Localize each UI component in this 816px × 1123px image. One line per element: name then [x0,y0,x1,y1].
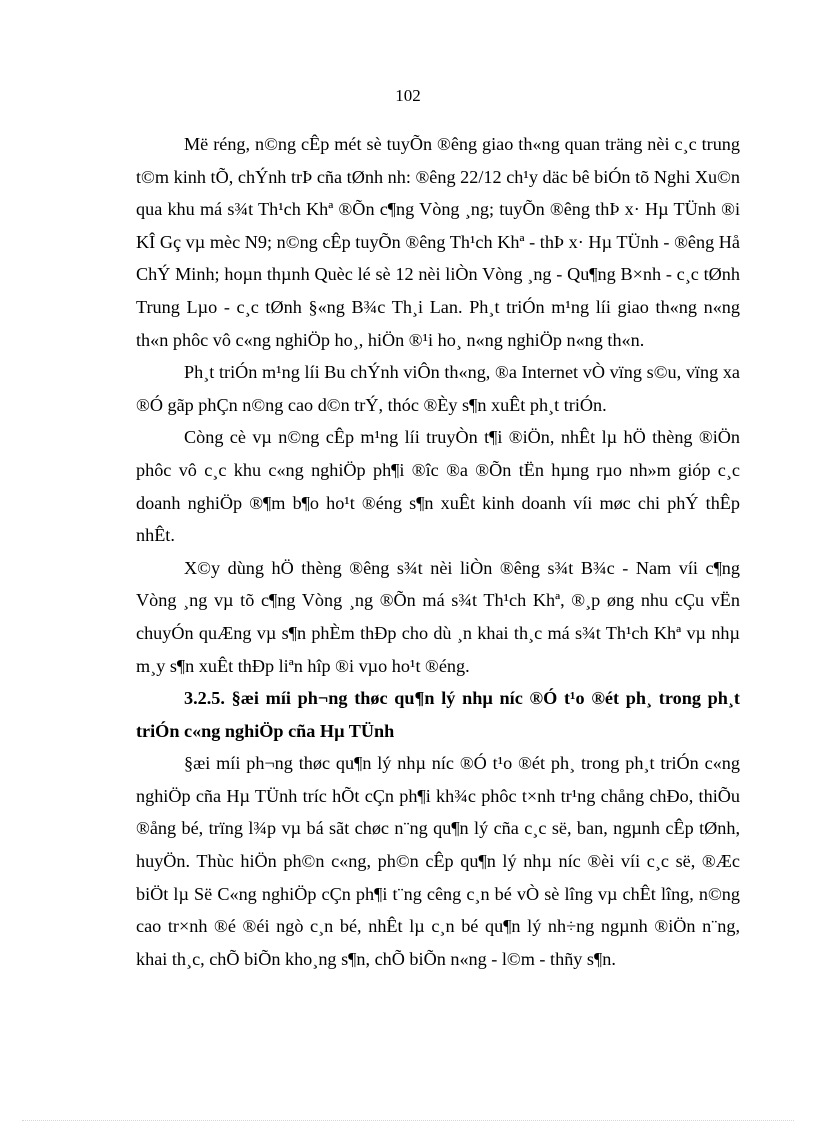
paragraph-road-upgrades: Më réng, n©ng cÊp mét sè tuyÕn ®êng giao th«ng quan träng nèi c¸c trung t©m kinh tÕ, chÝnh trÞ cña tØnh nh: ®êng 22/12 ch¹y däc bê biÓn tõ Nghi Xu©n qua khu má s¾t Th¹ch Khª ®Õn c¶ng Vòng ¸ng; tuyÕn ®êng thÞ x· Hµ TÜnh ®i KÎ Gç vµ mèc N9; n©ng cÊp tuyÕn ®êng Th¹ch Khª - thÞ x· Hµ TÜnh - ®êng Hå ChÝ Minh; hoµn thµnh Quèc lé sè 12 nèi liÒn Vòng ¸ng - Qu¶ng B×nh - c¸c tØnh Trung Lµo - c¸c tØnh §«ng B¾c Th¸i Lan. Ph¸t triÓn m¹ng líi giao th«ng n«ng th«n phôc vô c«ng nghiÖp ho¸, hiÖn ®¹i ho¸ n«ng nghiÖp n«ng th«n. [136,134,740,350]
paragraph-state-management: §æi míi ph¬ng thøc qu¶n lý nhµ níc ®Ó t¹o ®ét ph¸ trong ph¸t triÓn c«ng nghiÖp cña Hµ TÜnh tríc hÕt cÇn ph¶i kh¾c phôc t×nh tr¹ng chång chÐo, thiÕu ®ång bé, trïng l¾p vµ bá sãt chøc n¨ng qu¶n lý cña c¸c së, ban, ngµnh cÊp tØnh, huyÖn. Thùc hiÖn ph©n c«ng, ph©n cÊp qu¶n lý nhµ níc ®èi víi c¸c së, ®Æc biÖt lµ Së C«ng nghiÖp cÇn ph¶i t¨ng cêng c¸n bé vÒ sè lîng vµ chÊt lîng, n©ng cao tr×nh ®é ®éi ngò c¸n bé, nhÊt lµ c¸n bé qu¶n lý nh÷ng ngµnh ®iÖn n¨ng, khai th¸c, chÕ biÕn kho¸ng s¶n, chÕ biÕn n«ng - l©m - thñy s¶n. [136,753,740,969]
paragraph-railway: X©y dùng hÖ thèng ®êng s¾t nèi liÒn ®êng s¾t B¾c - Nam víi c¶ng Vòng ¸ng vµ tõ c¶ng Vòng ¸ng ®Õn má s¾t Th¹ch Khª, ®¸p øng nhu cÇu vËn chuyÓn quÆng vµ s¶n phÈm thÐp cho dù ¸n khai th¸c má s¾t Th¹ch Khª vµ nhµ m¸y s¶n xuÊt thÐp liªn hîp ®i vµo ho¹t ®éng. [136,557,740,676]
paragraph-power-grid: Còng cè vµ n©ng cÊp m¹ng líi truyÒn t¶i ®iÖn, nhÊt lµ hÖ thèng ®iÖn phôc vô c¸c khu c«ng nghiÖp ph¶i ®îc ®a ®Õn tËn hµng rµo nh»m gióp c¸c doanh nghiÖp ®¶m b¶o ho¹t ®éng s¶n xuÊt kinh doanh víi møc chi phÝ thÊp nhÊt. [136,427,740,546]
page-bottom-divider [22,1120,794,1121]
section-heading: 3.2.5. §æi míi ph¬ng thøc qu¶n lý nhµ níc ®Ó t¹o ®ét ph¸ trong ph¸t triÓn c«ng nghiÖp cña Hµ TÜnh [136,688,740,741]
document-body [136,128,740,975]
paragraph-telecom: Ph¸t triÓn m¹ng líi Bu chÝnh viÔn th«ng, ®a Internet vÒ vïng s©u, vïng xa ®Ó gãp phÇn n©ng cao d©n trÝ, thóc ®Èy s¶n xuÊt ph¸t triÓn. [136,362,740,415]
page-number: 102 [395,86,421,105]
